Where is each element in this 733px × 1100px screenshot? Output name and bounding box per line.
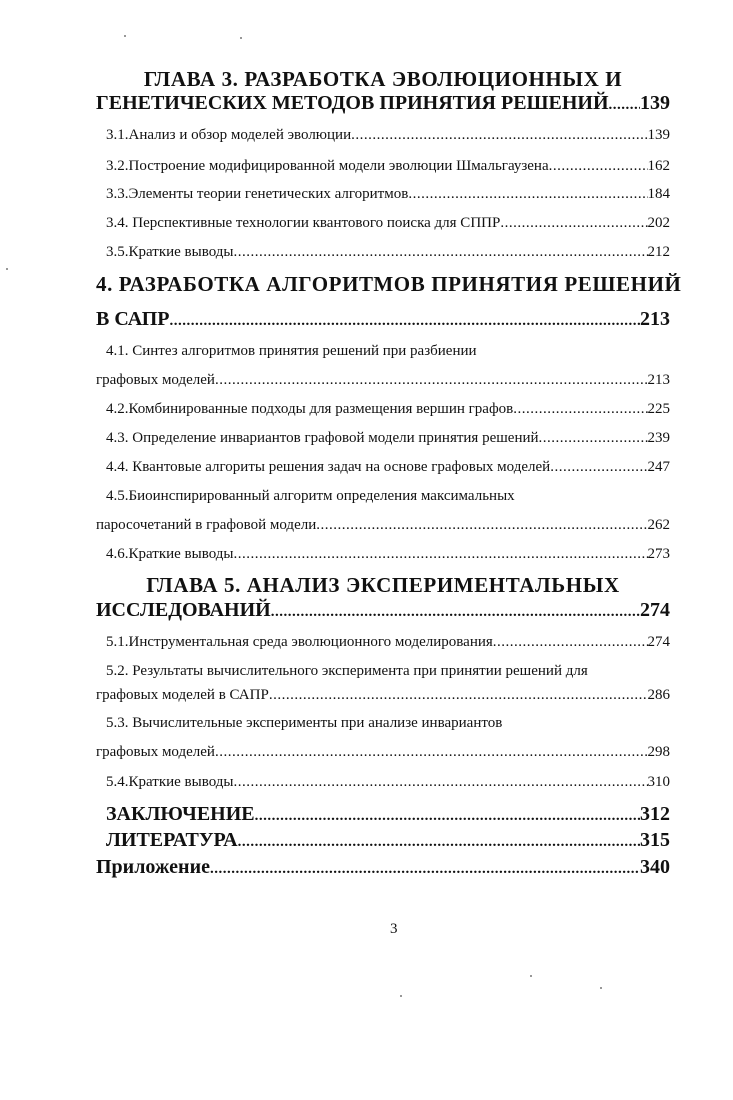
toc-entry-title: 4.6.Краткие выводы	[106, 546, 234, 562]
toc-entry-5-3-line1: 5.3. Вычислительные эксперименты при анализе инвариантов	[106, 715, 503, 731]
toc-entry-title: 3.2.Построение модифицированной модели эволюции Шмальгаузена	[106, 158, 549, 174]
chapter-3-heading-line1: ГЛАВА 3. РАЗРАБОТКА ЭВОЛЮЦИОННЫХ И	[143, 67, 623, 91]
toc-entry-5-2	[96, 684, 670, 706]
chapter-4-title: В САПР	[96, 308, 170, 330]
leader-dots	[408, 183, 647, 205]
toc-entry-4-4	[106, 456, 670, 478]
leader-dots	[550, 456, 647, 478]
toc-entry-title: ЗАКЛЮЧЕНИЕ	[106, 803, 255, 825]
leader-dots	[609, 91, 640, 119]
toc-entry-3-2	[106, 155, 670, 177]
toc-entry-page: 315	[640, 829, 670, 851]
toc-literature	[106, 826, 670, 856]
toc-entry-4-3	[106, 427, 670, 449]
toc-entry-4-6	[106, 543, 670, 565]
chapter-4-heading-line2	[96, 305, 670, 335]
chapter-3-heading-line2	[96, 89, 670, 119]
toc-entry-title: графовых моделей	[96, 372, 215, 388]
leader-dots	[233, 241, 647, 263]
toc-entry-title: 4.2.Комбинированные подходы для размещения вершин графов	[106, 401, 514, 417]
scan-speck	[240, 37, 242, 39]
toc-entry-title: паросочетаний в графовой модели	[96, 517, 317, 533]
toc-entry-title: 3.5.Краткие выводы	[106, 244, 234, 260]
toc-entry-3-5	[106, 241, 670, 263]
toc-entry-3-1	[106, 124, 670, 146]
toc-entry-title: ЛИТЕРАТУРА	[106, 829, 238, 851]
leader-dots	[170, 307, 640, 335]
chapter-5-heading-line2	[96, 596, 670, 626]
toc-entry-5-1	[106, 631, 670, 653]
toc-entry-page: 162	[647, 158, 670, 174]
leader-dots	[549, 155, 648, 177]
leader-dots	[513, 398, 647, 420]
toc-entry-title: 4.3. Определение инвариантов графовой модели принятия решений	[106, 430, 539, 446]
chapter-4-heading-line1: 4. РАЗРАБОТКА АЛГОРИТМОВ ПРИНЯТИЯ РЕШЕНИЙ	[96, 272, 682, 296]
toc-entry-4-1	[96, 369, 670, 391]
chapter-5-page: 274	[640, 599, 670, 621]
toc-entry-3-4	[106, 212, 670, 234]
page-number: 3	[390, 921, 398, 937]
leader-dots	[269, 684, 648, 706]
toc-entry-page: 202	[647, 215, 670, 231]
toc-entry-5-4	[106, 771, 670, 793]
toc-entry-page: 184	[647, 186, 670, 202]
leader-dots	[210, 855, 640, 883]
toc-entry-title: 5.1.Инструментальная среда эволюционного моделирования	[106, 634, 493, 650]
toc-entry-title: 3.1.Анализ и обзор моделей эволюции	[106, 127, 352, 143]
chapter-3-title: ГЕНЕТИЧЕСКИХ МЕТОДОВ ПРИНЯТИЯ РЕШЕНИЙ	[96, 92, 609, 114]
toc-entry-5-3	[96, 741, 670, 763]
toc-entry-page: 310	[647, 774, 670, 790]
chapter-3-page: 139	[640, 92, 670, 114]
toc-entry-3-3	[106, 183, 670, 205]
leader-dots	[238, 828, 640, 856]
leader-dots	[539, 427, 648, 449]
chapter-5-title: ИССЛЕДОВАНИЙ	[96, 599, 271, 621]
leader-dots	[500, 212, 647, 234]
toc-entry-title: 3.3.Элементы теории генетических алгоритмов	[106, 186, 409, 202]
toc-entry-title: 4.4. Квантовые алгориты решения задач на основе графовых моделей	[106, 459, 551, 475]
leader-dots	[316, 514, 647, 536]
toc-entry-page: 262	[647, 517, 670, 533]
toc-entry-title: Приложение	[96, 856, 210, 878]
leader-dots	[233, 771, 647, 793]
toc-entry-4-2	[106, 398, 670, 420]
toc-entry-5-2-line1: 5.2. Результаты вычислительного эксперимента при принятии решений для	[106, 663, 588, 679]
toc-appendix	[96, 853, 670, 883]
toc-entry-page: 286	[647, 687, 670, 703]
toc-entry-title: графовых моделей в САПР	[96, 687, 269, 703]
toc-entry-title: 5.4.Краткие выводы	[106, 774, 234, 790]
scan-speck	[400, 995, 402, 997]
toc-entry-4-5	[96, 514, 670, 536]
toc-entry-page: 139	[647, 127, 670, 143]
leader-dots	[493, 631, 648, 653]
scan-speck	[600, 987, 602, 989]
toc-entry-4-1-line1: 4.1. Синтез алгоритмов принятия решений при разбиении	[106, 343, 477, 359]
toc-entry-page: 213	[647, 372, 670, 388]
scan-speck	[6, 268, 8, 270]
toc-entry-title: графовых моделей	[96, 744, 215, 760]
toc-entry-page: 273	[647, 546, 670, 562]
leader-dots	[351, 124, 647, 146]
toc-entry-page: 212	[647, 244, 670, 260]
toc-entry-4-5-line1: 4.5.Биоинспирированный алгоритм определения максимальных	[106, 488, 515, 504]
toc-entry-page: 312	[640, 803, 670, 825]
toc-entry-page: 298	[647, 744, 670, 760]
leader-dots	[215, 369, 648, 391]
leader-dots	[215, 741, 648, 763]
toc-entry-title: 3.4. Перспективные технологии квантового поиска для СППР	[106, 215, 501, 231]
toc-entry-page: 340	[640, 856, 670, 878]
leader-dots	[271, 598, 640, 626]
scan-speck	[124, 35, 126, 37]
chapter-4-page: 213	[640, 308, 670, 330]
leader-dots	[233, 543, 647, 565]
chapter-5-heading-line1: ГЛАВА 5. АНАЛИЗ ЭКСПЕРИМЕНТАЛЬНЫХ	[146, 573, 620, 597]
toc-entry-page: 239	[647, 430, 670, 446]
toc-entry-page: 247	[647, 459, 670, 475]
scan-speck	[530, 975, 532, 977]
toc-entry-page: 225	[647, 401, 670, 417]
toc-entry-page: 274	[647, 634, 670, 650]
